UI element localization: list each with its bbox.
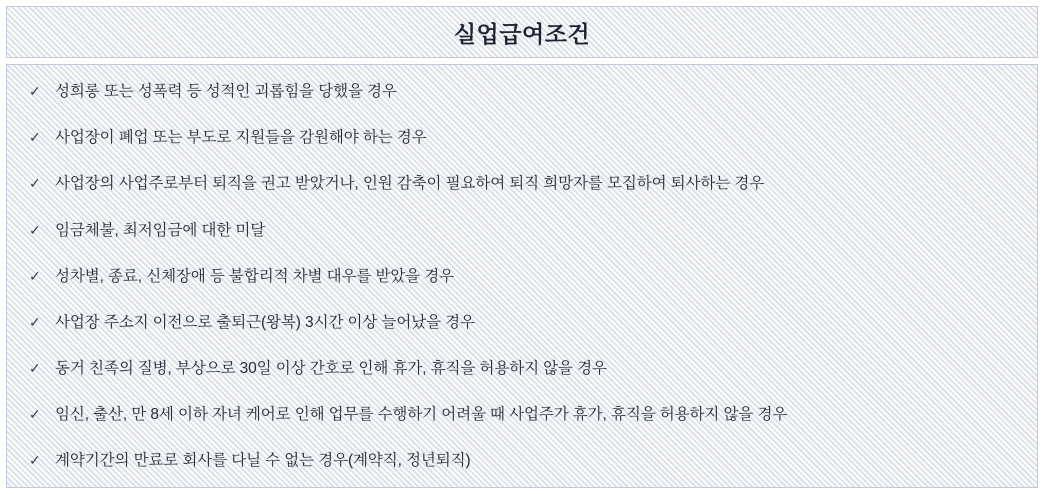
list-item-label: 계약기간의 만료로 회사를 다닐 수 없는 경우(계약직, 정년퇴직) [55, 452, 471, 470]
list-item-label: 성희롱 또는 성폭력 등 성적인 괴롭힘을 당했을 경우 [55, 83, 397, 100]
list-item [25, 266, 1019, 289]
list-item-label: 사업장 주소지 이전으로 출퇴근(왕복) 3시간 이상 늘어났을 경우 [55, 313, 475, 331]
list-item-label: 사업장이 폐업 또는 부도로 지원들을 감원해야 하는 경우 [55, 129, 427, 147]
check-icon: ✓ [29, 83, 41, 99]
check-icon: ✓ [29, 267, 41, 284]
check-icon: ✓ [29, 175, 41, 192]
list-item [25, 127, 1019, 150]
check-icon: ✓ [29, 406, 41, 423]
check-icon: ✓ [29, 129, 41, 146]
list-item-label: 임신, 출산, 만 8세 이하 자녀 케어로 인해 업무를 수행하기 어려울 때 사업주가 휴가, 휴직을 허용하지 않을 경우 [55, 406, 788, 424]
list-item-label: 사업장의 사업주로부터 퇴직을 권고 받았거나, 인원 감축이 필요하여 퇴직 희망자를 모집하여 퇴사하는 경우 [55, 175, 765, 193]
check-icon: ✓ [29, 221, 41, 238]
check-icon: ✓ [29, 452, 41, 469]
page-title: 실업급여조건 [453, 20, 591, 47]
conditions-panel [6, 64, 1038, 488]
list-item [25, 173, 1019, 196]
list-item-label: 임금체불, 최저임금에 대한 미달 [55, 221, 266, 239]
list-item [25, 220, 1019, 243]
list-item-label: 동거 친족의 질병, 부상으로 30일 이상 간호로 인해 휴가, 휴직을 허용하지 않을 경우 [55, 360, 607, 378]
conditions-list [25, 81, 1019, 473]
list-item-label: 성차별, 종료, 신체장애 등 불합리적 차별 대우를 받았을 경우 [55, 267, 455, 285]
page-title-bar [6, 6, 1038, 58]
check-icon: ✓ [29, 360, 41, 377]
list-item [25, 404, 1019, 427]
list-item [25, 358, 1019, 381]
list-item [25, 81, 1019, 104]
list-item [25, 312, 1019, 335]
list-item [25, 450, 1019, 473]
check-icon: ✓ [29, 313, 41, 330]
